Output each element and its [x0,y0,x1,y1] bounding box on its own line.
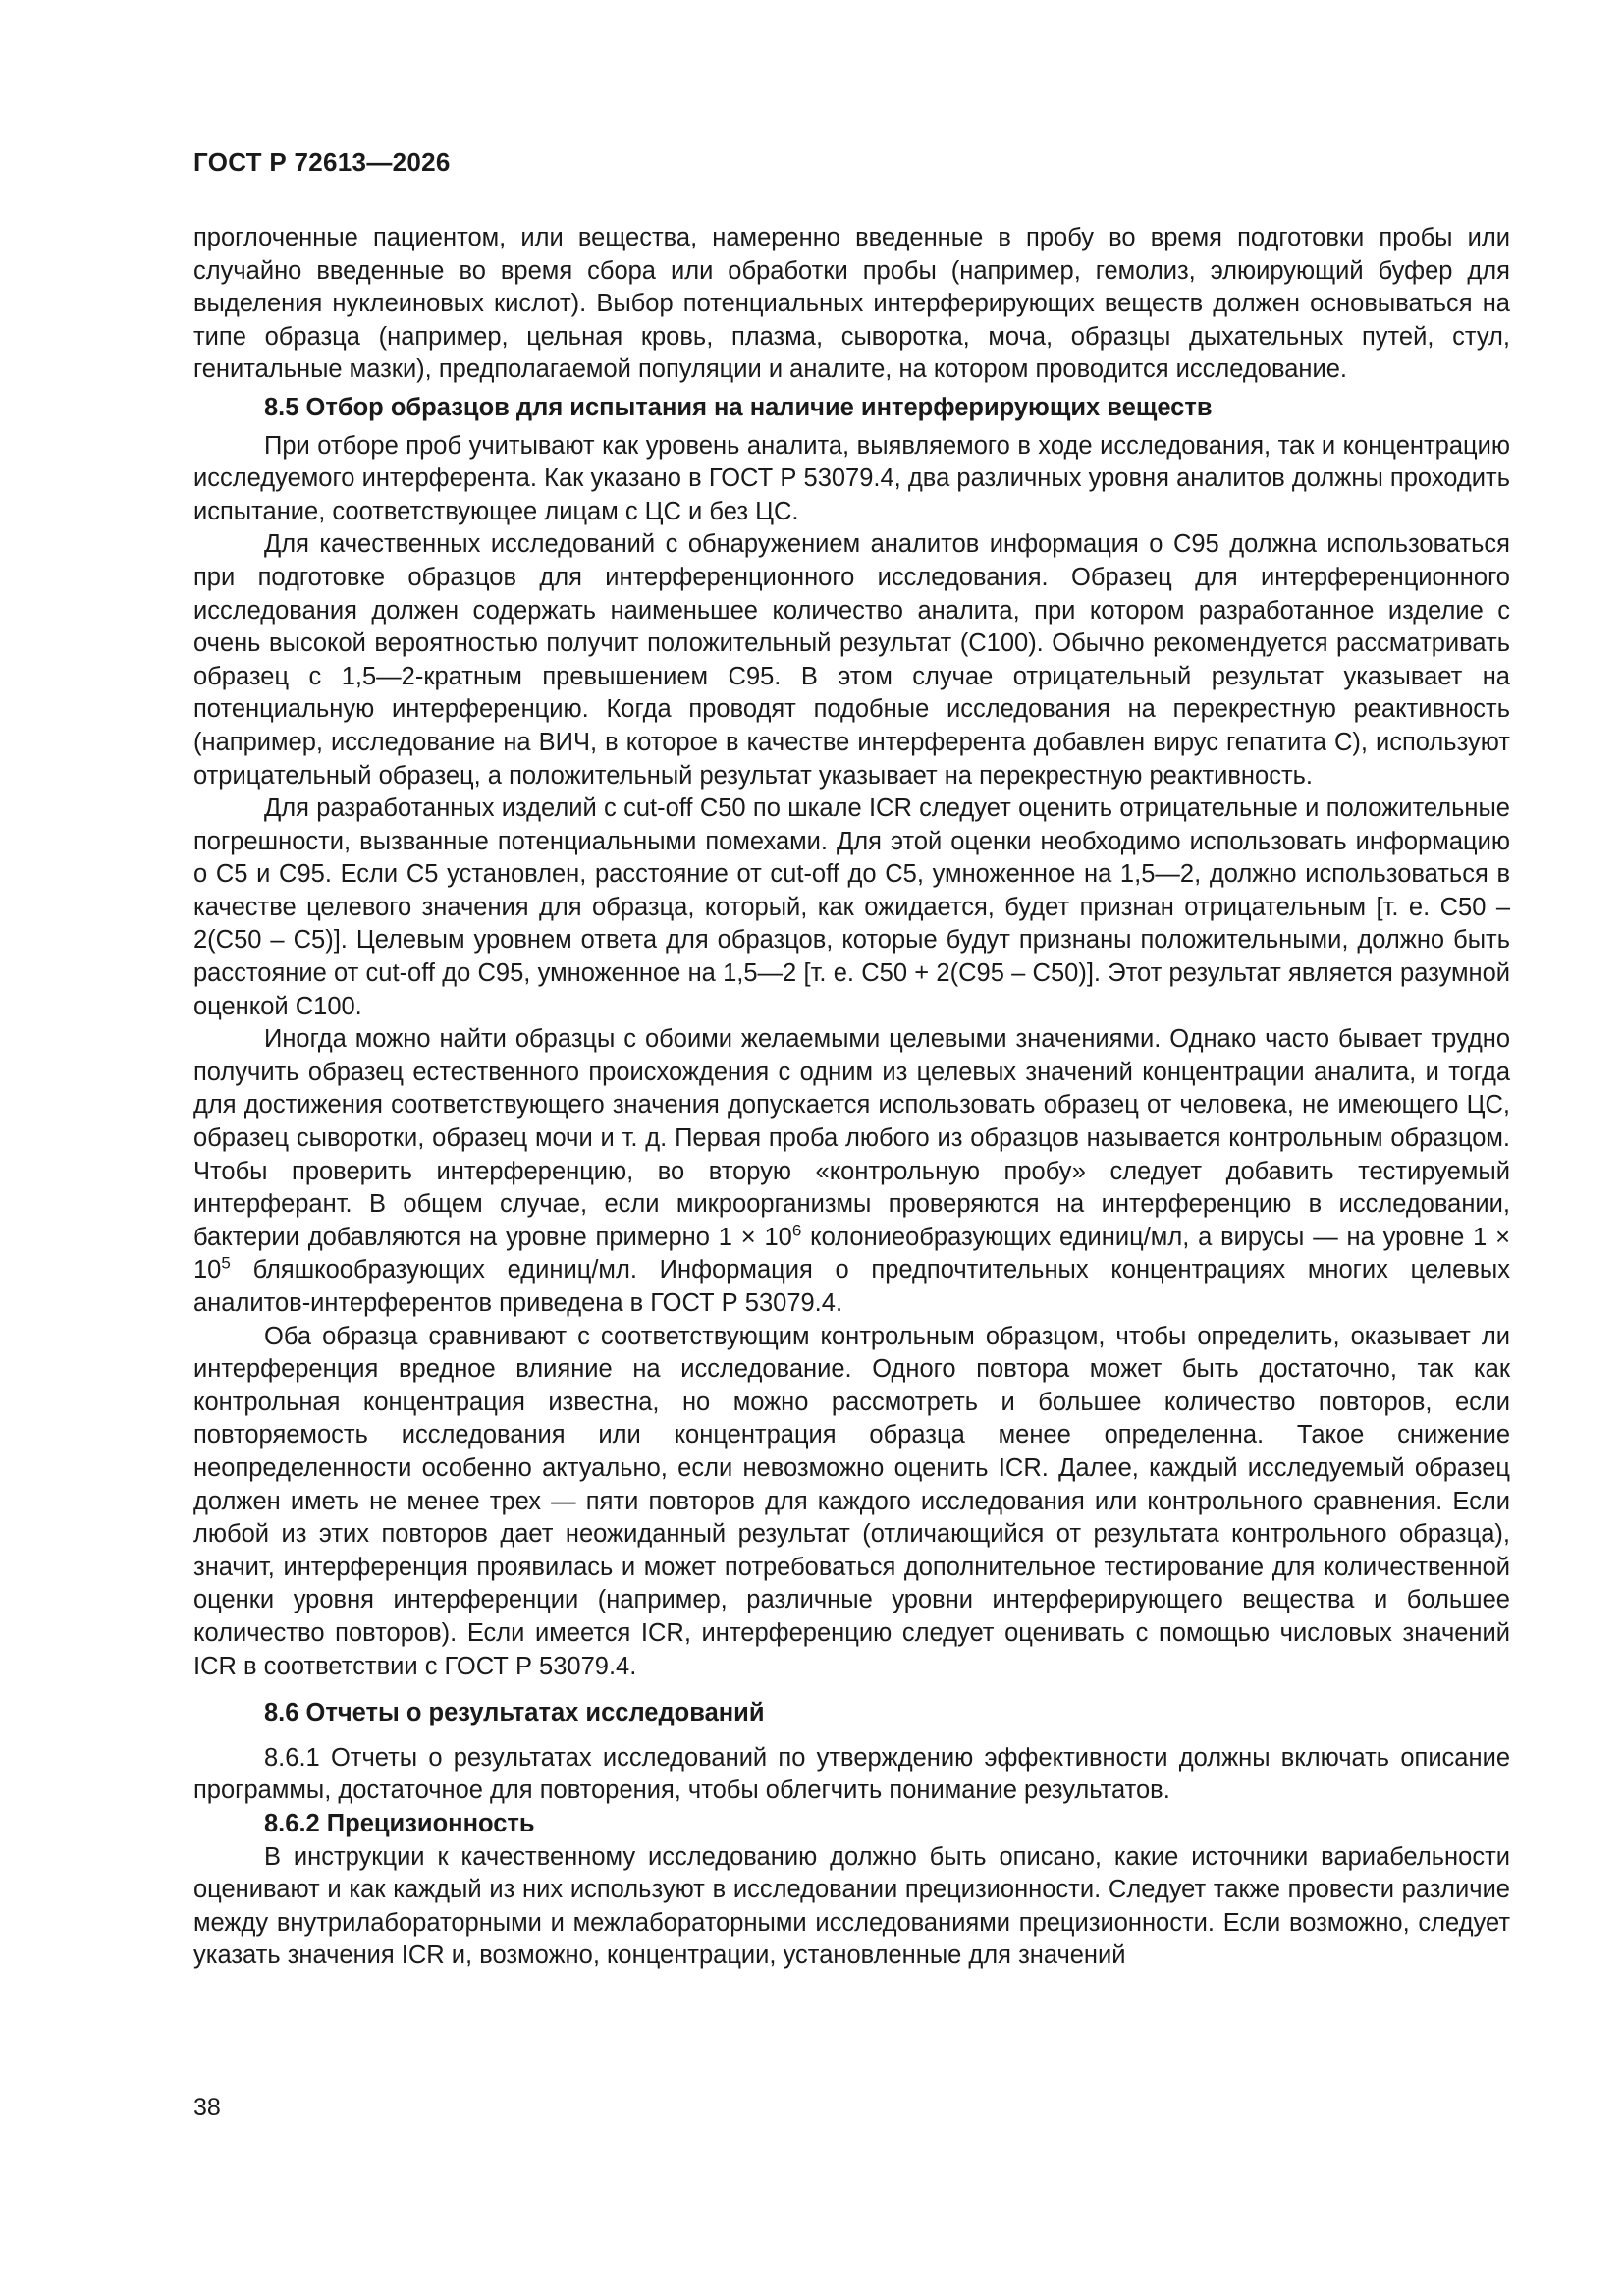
exponent: 5 [221,1254,231,1274]
paragraph: В инструкции к качественному исследованию должно быть описано, какие источники вариабельности оценивают и как каждый из них используют в исследовании прецизионности. Следует также провести различие между внутрилабораторными и межлабораторными исследованиями прецизионности. Если возможно, следует указать значения ICR и, возможно, концентрации, установленные для значений [193,1842,1510,1970]
subsection-heading-8-6-2: 8.6.2 Прецизионность [264,1809,535,1837]
paragraph: Оба образца сравнивают с соответствующим контрольным образцом, чтобы определить, оказывает ли интерференция вредное влияние на исследование. Одного повтора может быть достаточно, так как контрольная концентрация известна, но можно рассмотреть и большее количество повторов, если повторяемость исследования или концентрация образца менее определенна. Такое снижение неопределенности особенно актуально, если невозможно оценить ICR. Далее, каждый исследуемый образец должен иметь не менее трех — пяти повторов для каждого исследования или контрольного сравнения. Если любой из этих повторов дает неожиданный результат (отличающийся от результата контрольного образца), значит, интерференция проявилась и может потребоваться дополнительное тестирование для количественной оценки уровня интерференции (например, различные уровни интерферирующего вещества и большее количество повторов). Если имеется ICR, интерференцию следует оценивать с помощью числовых значений ICR в соответствии с ГОСТ Р 53079.4. [193,1322,1510,1680]
paragraph: Для качественных исследований с обнаружением аналитов информация о C95 должна использоваться при подготовке образцов для интерференционного исследования. Образец для интерференционного исследования должен содержать наименьшее количество аналита, при котором разработанное изделие с очень высокой вероятностью получит положительный результат (C100). Обычно рекомендуется рассматривать образец с 1,5—2-кратным превышением C95. В этом случае отрицательный результат указывает на потенциальную интерференцию. Когда проводят подобные исследования на перекрестную реактивность (например, исследование на ВИЧ, в которое в качестве интерферента добавлен вирус гепатита С), используют отрицательный образец, а положительный результат указывает на перекрестную реактивность. [193,530,1510,790]
page-number: 38 [193,2094,221,2121]
text-run: бляшкообразующих единиц/мл. Информация о предпочтительных концентрациях многих целевых аналитов-интерферентов приведена в ГОСТ Р 53079.4. [193,1256,1510,1317]
section-heading-8-5: 8.5 Отбор образцов для испытания на наличие интерферирующих веществ [264,393,1213,421]
page-body [193,222,1510,1973]
paragraph-continued: проглоченные пациентом, или вещества, намеренно введенные в пробу во время подготовки пробы или случайно введенные во время сбора или обработки пробы (например, гемолиз, элюирующий буфер для выделения нуклеиновых кислот). Выбор потенциальных интерферирующих веществ должен основываться на типе образца (например, цельная кровь, плазма, сыворотка, моча, образцы дыхательных путей, стул, генитальные мазки), предполагаемой популяции и аналите, на котором проводится исследование. [193,224,1510,384]
section-heading-8-6: 8.6 Отчеты о результатах исследований [264,1699,765,1727]
standard-code-header: ГОСТ Р 72613—2026 [193,147,451,177]
paragraph: 8.6.1 Отчеты о результатах исследований по утверждению эффективности должны включать описание программы, достаточное для повторения, чтобы облегчить понимание результатов. [193,1743,1510,1805]
text-run: Иногда можно найти образцы с обоими желаемыми целевыми значениями. Однако часто бывает трудно получить образец естественного происхождения с одним из целевых значений концентрации аналита, и тогда для достижения соответствующего значения допускается использовать образец от человека, не имеющего ЦС, образец сыворотки, образец мочи и т. д. Первая проба любого из образцов называется контрольным образцом. Чтобы проверить интерференцию, во вторую «контрольную пробу» следует добавить тестируемый интерферант. В общем случае, если микроорганизмы проверяются на интерференцию в исследовании, бактерии добавляются на уровне примерно 1 × 10 [193,1025,1510,1251]
paragraph: При отборе проб учитывают как уровень аналита, выявляемого в ходе исследования, так и концентрацию исследуемого интерферента. Как указано в ГОСТ Р 53079.4, два различных уровня аналитов должны проходить испытание, соответствующее лицам с ЦС и без ЦС. [193,431,1510,525]
exponent: 6 [791,1221,802,1240]
text-run: колониеобразующих единиц/мл, а вирусы — на уровне 1 × 10 [193,1223,1510,1285]
paragraph: Для разработанных изделий с cut-off C50 по шкале ICR следует оценить отрицательные и положительные погрешности, вызванные потенциальными помехами. Для этой оценки необходимо использовать информацию о C5 и C95. Если C5 установлен, расстояние от cut-off до C5, умноженное на 1,5—2, должно использоваться в качестве целевого значения для образца, который, как ожидается, будет признан отрицательным [т. е. C50 – 2(C50 – C5)]. Целевым уровнем ответа для образцов, которые будут признаны положительными, должно быть расстояние от cut-off до C95, умноженное на 1,5—2 [т. е. C50 + 2(C95 – C50)]. Этот результат является разумной оценкой C100. [193,794,1510,1020]
paragraph-with-exponents [193,1023,1510,1320]
